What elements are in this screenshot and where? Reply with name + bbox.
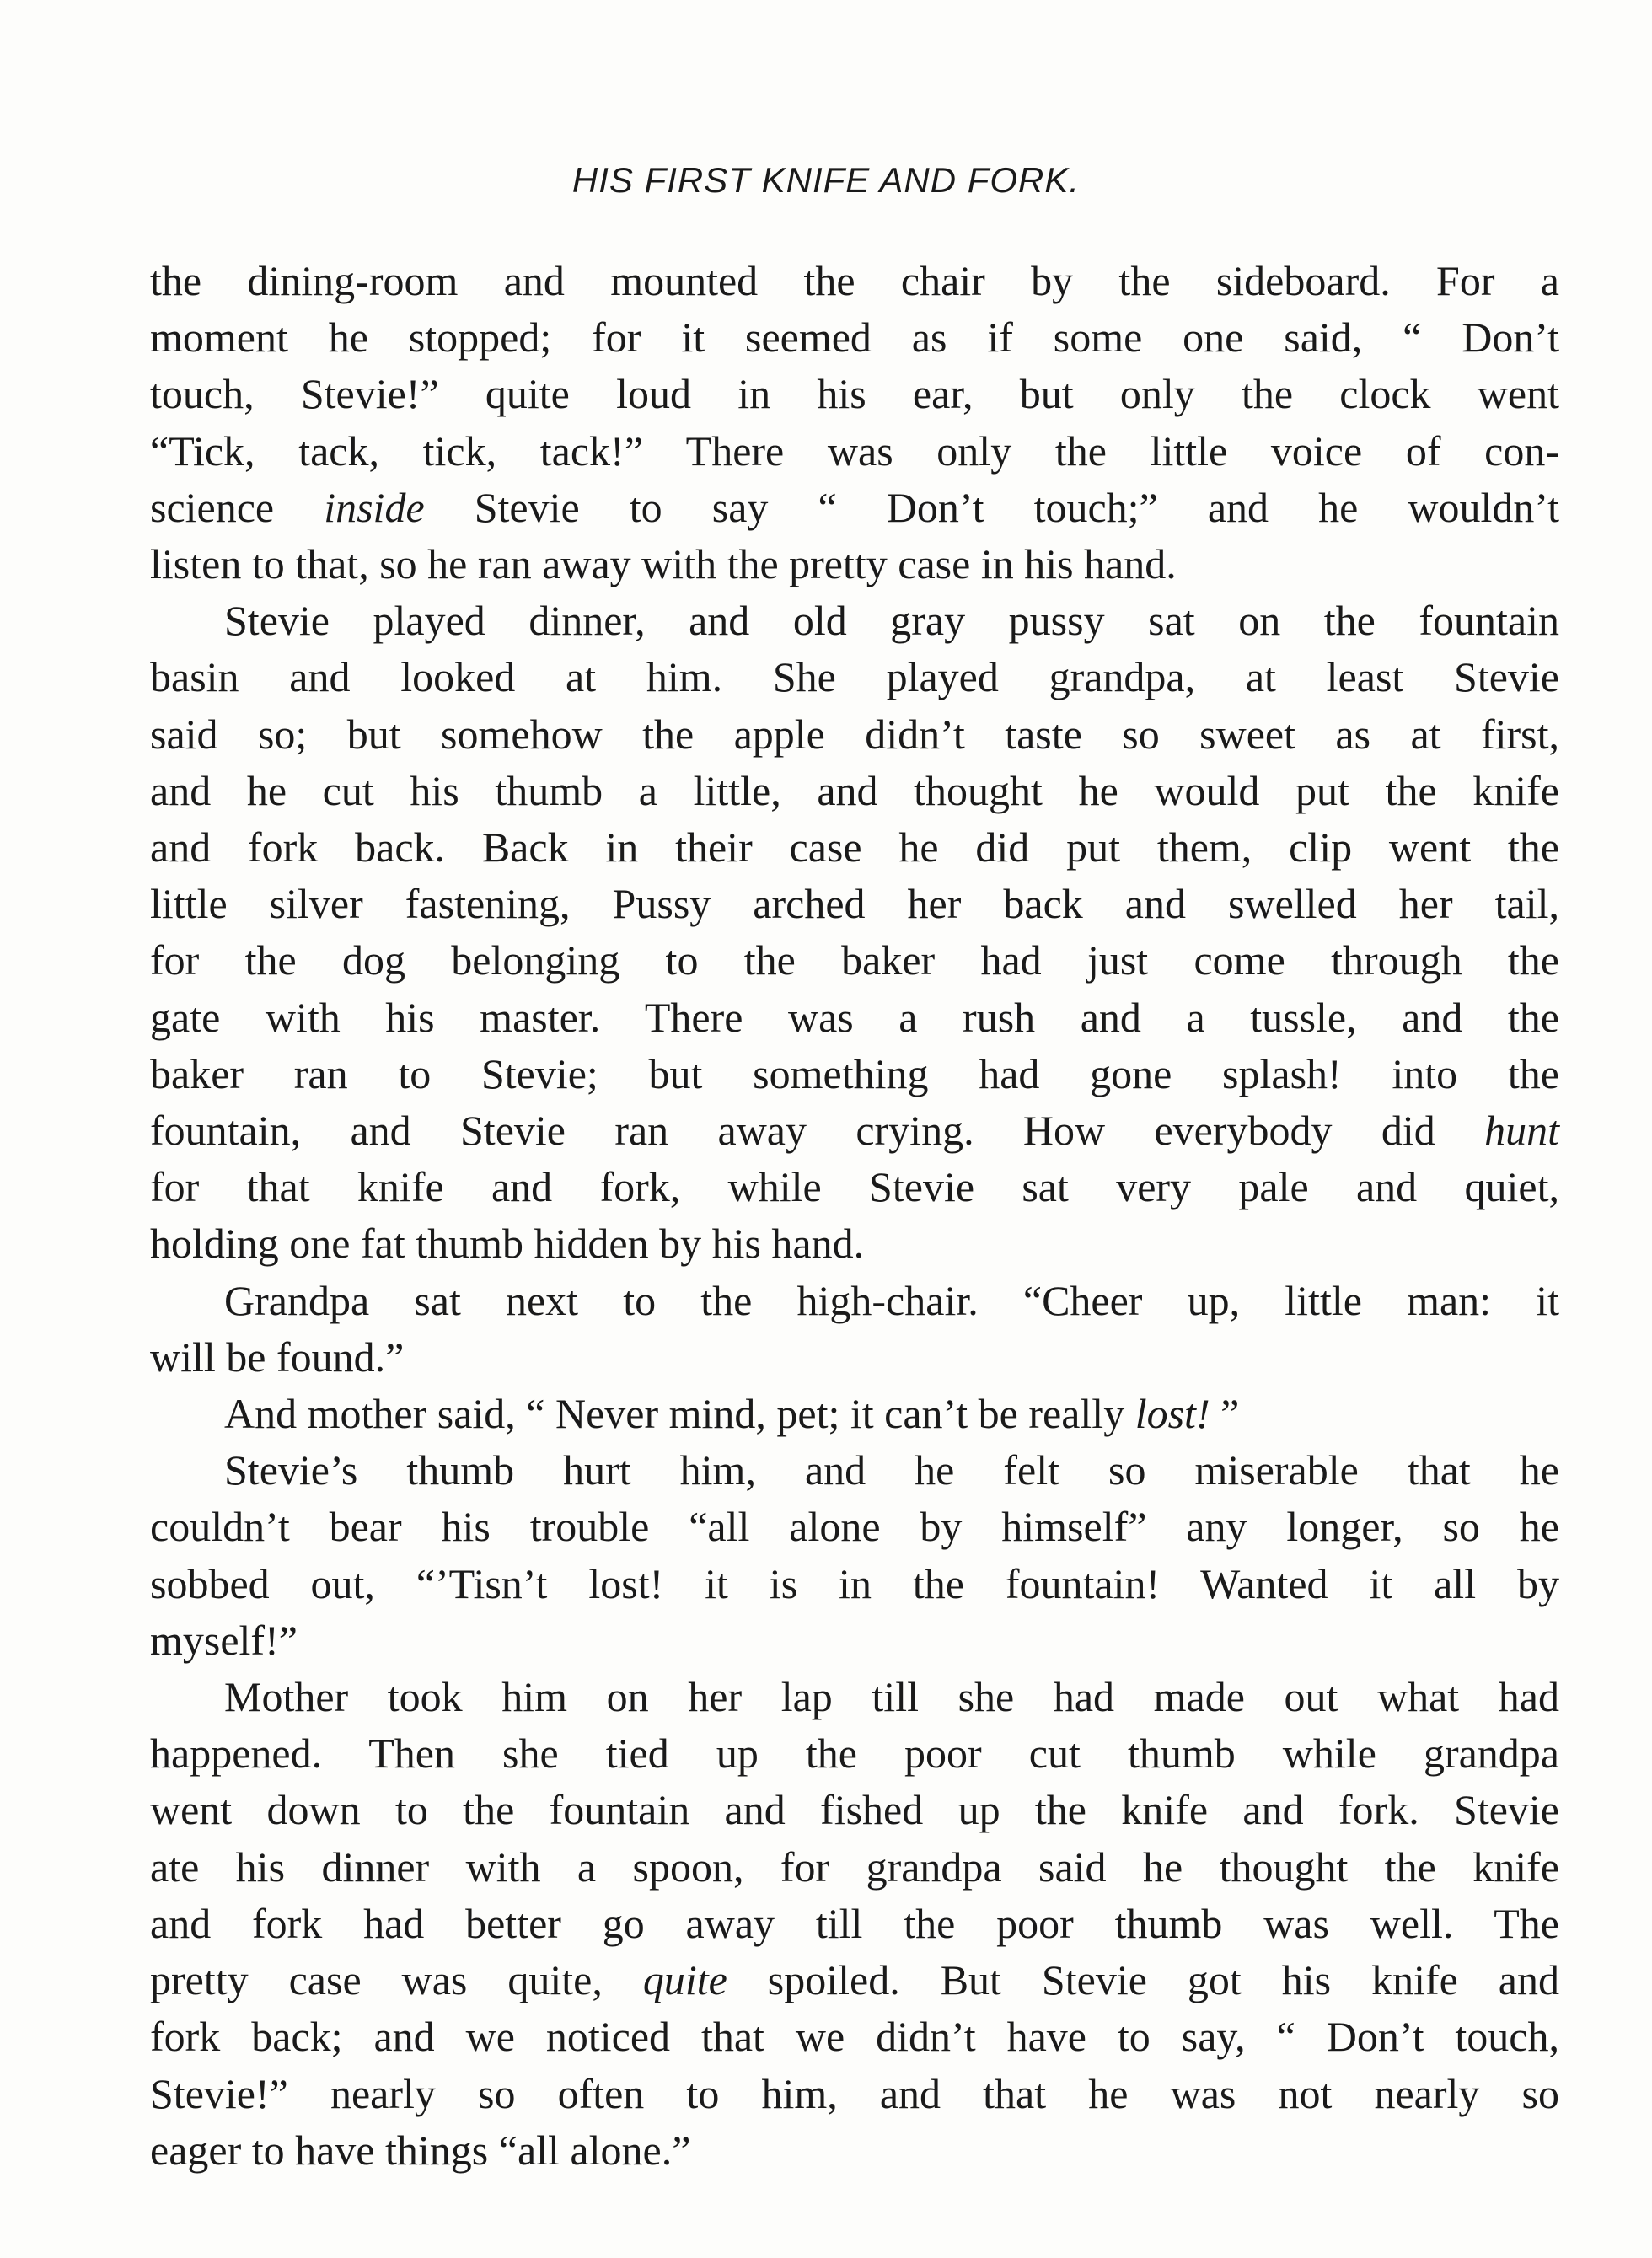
text-run: fountain, and Stevie ran away crying. How everybody did xyxy=(150,1107,1485,1155)
text-line xyxy=(150,1046,1559,1102)
text-line xyxy=(150,1215,1559,1272)
text-run: science xyxy=(150,483,324,531)
text-run: Stevie to say “ Don’t touch;” and he wouldn’t xyxy=(424,483,1559,531)
text-line xyxy=(150,1499,1559,1555)
text-line xyxy=(150,1273,1559,1329)
text-line xyxy=(150,1556,1559,1612)
text-run: went down to the fountain and fished up the knife and fork. Stevie xyxy=(150,1786,1559,1834)
text-block xyxy=(150,253,1559,2179)
text-run: for that knife and fork, while Stevie sat very pale and quiet, xyxy=(150,1163,1559,1211)
text-line xyxy=(150,2122,1559,2179)
running-head: HIS FIRST KNIFE AND FORK. xyxy=(571,160,1081,200)
text-line xyxy=(150,763,1559,819)
text-run: Grandpa sat next to the high-chair. “Cheer up, little man: it xyxy=(224,1276,1559,1324)
text-run: said so; but somehow the apple didn’t taste so sweet as at first, xyxy=(150,710,1559,758)
text-line xyxy=(150,1612,1559,1669)
text-line xyxy=(150,1725,1559,1782)
text-run: happened. Then she tied up the poor cut thumb while grandpa xyxy=(150,1730,1559,1778)
text-run: little silver fastening, Pussy arched her back and swelled her tail, xyxy=(150,880,1559,928)
text-run: holding one fat thumb hidden by his hand. xyxy=(150,1220,865,1268)
text-line xyxy=(150,536,1559,593)
text-line xyxy=(150,423,1559,480)
text-line xyxy=(150,309,1559,366)
text-run: myself!” xyxy=(150,1616,298,1664)
paragraph xyxy=(150,253,1559,593)
text-run: gate with his master. There was a rush and a tussle, and the xyxy=(150,993,1559,1041)
text-run: eager to have things “all alone.” xyxy=(150,2126,691,2174)
text-run: basin and looked at him. She played grandpa, at least Stevie xyxy=(150,653,1559,701)
text-run: listen to that, so he ran away with the pretty case in his hand. xyxy=(150,540,1177,588)
text-line xyxy=(150,649,1559,705)
text-line xyxy=(150,932,1559,989)
text-line xyxy=(150,1896,1559,1952)
text-run: ate his dinner with a spoon, for grandpa said he thought the knife xyxy=(150,1842,1559,1891)
text-run: “Tick, tack, tick, tack!” There was only the little voice of con- xyxy=(150,426,1559,475)
text-line xyxy=(150,253,1559,309)
text-line xyxy=(150,990,1559,1046)
text-run: pretty case was quite, xyxy=(150,1956,643,2004)
paragraph xyxy=(150,1669,1559,2179)
text-run: and fork had better go away till the poor thumb was well. The xyxy=(150,1899,1559,1947)
paragraph xyxy=(150,1273,1559,1386)
text-run: Stevie!” nearly so often to him, and that he was not nearly so xyxy=(150,2069,1559,2117)
text-line xyxy=(150,706,1559,763)
text-line xyxy=(150,819,1559,876)
paragraph xyxy=(150,1386,1559,1442)
text-run: and fork back. Back in their case he did put them, clip went the xyxy=(150,823,1559,872)
text-line xyxy=(150,1386,1559,1442)
text-run: spoiled. But Stevie got his knife and xyxy=(727,1956,1559,2004)
text-line xyxy=(150,1159,1559,1215)
text-line xyxy=(150,1442,1559,1499)
text-line xyxy=(150,480,1559,536)
emphasis-text: hunt xyxy=(1484,1107,1559,1155)
emphasis-text: quite xyxy=(642,1956,727,2004)
text-run: And mother said, “ Never mind, pet; it can’t be really xyxy=(224,1390,1135,1438)
text-run: Stevie’s thumb hurt him, and he felt so miserable that he xyxy=(224,1446,1559,1494)
text-run: for the dog belonging to the baker had just come through the xyxy=(150,936,1559,984)
text-run: moment he stopped; for it seemed as if some one said, “ Don’t xyxy=(150,314,1559,362)
text-line xyxy=(150,1329,1559,1386)
text-run: Mother took him on her lap till she had made out what had xyxy=(224,1673,1559,1721)
text-line xyxy=(150,2009,1559,2065)
text-run: couldn’t bear his trouble “all alone by himself” any longer, so he xyxy=(150,1503,1559,1551)
text-run: the dining-room and mounted the chair by the sideboard. For a xyxy=(150,257,1559,304)
text-run: fork back; and we noticed that we didn’t have to say, “ Don’t touch, xyxy=(150,2013,1559,2061)
text-run: sobbed out, “’Tisn’t lost! it is in the fountain! Wanted it all by xyxy=(150,1559,1559,1607)
text-line xyxy=(150,2066,1559,2122)
text-line xyxy=(150,876,1559,932)
text-line xyxy=(150,1952,1559,2009)
emphasis-text: inside xyxy=(324,483,425,531)
paragraph xyxy=(150,593,1559,1272)
text-line xyxy=(150,593,1559,649)
text-run: Stevie played dinner, and old gray pussy sat on the fountain xyxy=(224,597,1559,645)
text-line xyxy=(150,1782,1559,1838)
text-run: touch, Stevie!” quite loud in his ear, but only the clock went xyxy=(150,370,1559,418)
text-line xyxy=(150,1669,1559,1725)
text-line xyxy=(150,1839,1559,1896)
emphasis-text: lost! xyxy=(1134,1390,1210,1438)
text-run: ” xyxy=(1210,1390,1240,1438)
text-line xyxy=(150,1102,1559,1159)
text-line xyxy=(150,366,1559,422)
text-run: baker ran to Stevie; but something had gone splash! into the xyxy=(150,1049,1559,1097)
text-run: and he cut his thumb a little, and thought he would put the knife xyxy=(150,766,1559,814)
text-run: will be found.” xyxy=(150,1333,405,1381)
paragraph xyxy=(150,1442,1559,1669)
